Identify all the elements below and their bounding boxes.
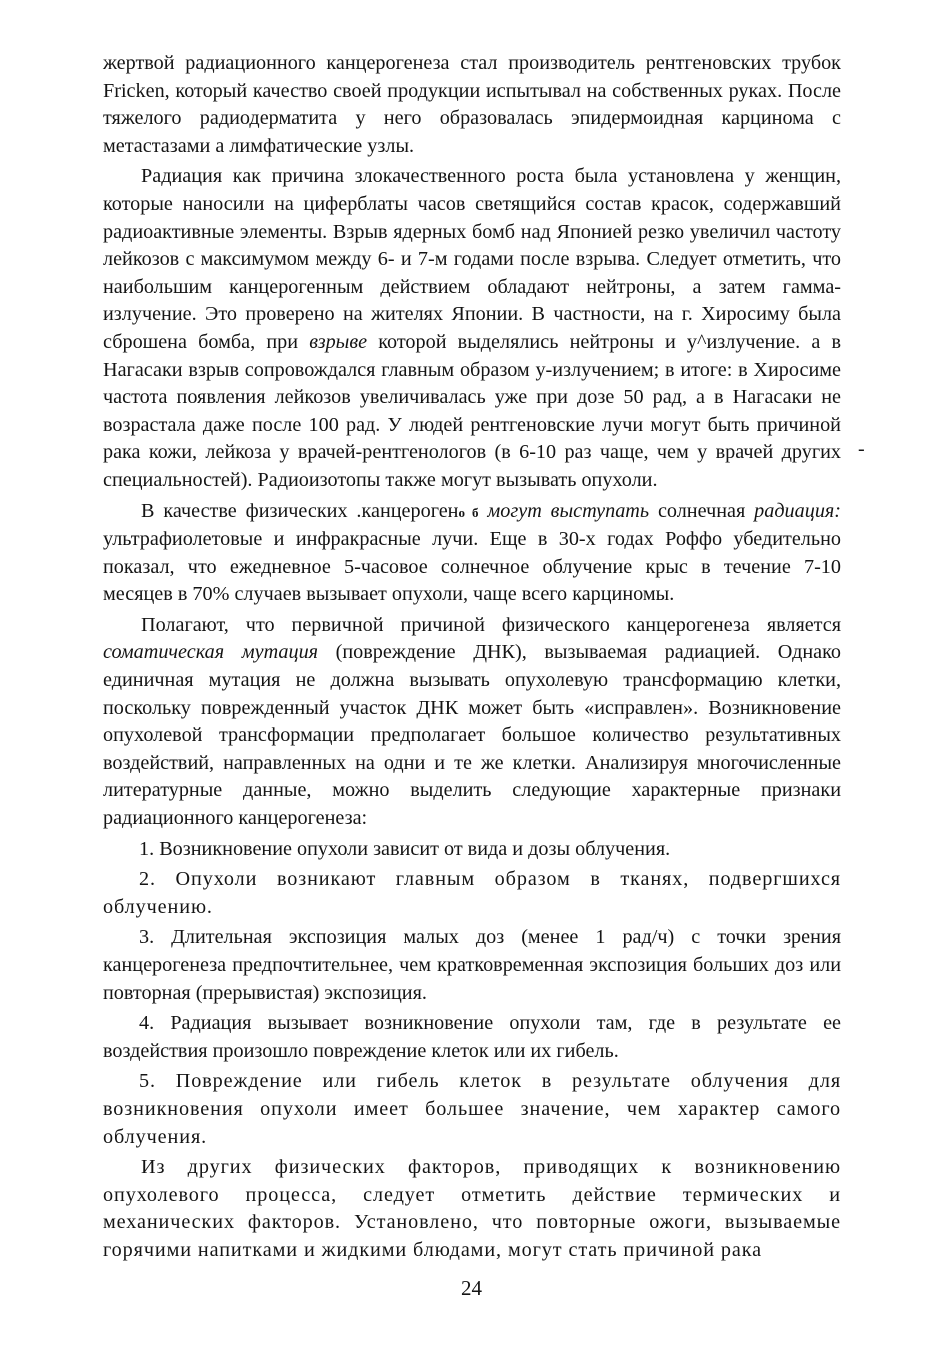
list-item-2: 2. Опухоли возникают главным образом в тканях, подвергшихся облучению. xyxy=(103,868,841,918)
page-number: 24 xyxy=(461,1276,482,1300)
paragraph-3-text-a: В качестве физических .канцероген xyxy=(141,499,459,522)
paragraph-3 xyxy=(103,498,841,609)
paragraph-2 xyxy=(103,163,841,494)
paragraph-4 xyxy=(103,612,841,833)
paragraph-4-text-a: Полагают, что первичной причиной физического канцерогенеза является xyxy=(141,613,841,636)
paragraph-3-italic-1: могут выступать xyxy=(478,499,650,522)
paragraph-3-small: о б xyxy=(458,504,479,520)
list-item-5: 5. Повреждение или гибель клеток в результате облучения для возникновения опухоли имеет большее значение, чем характер самого облучения. xyxy=(103,1070,841,1148)
paragraph-1: жертвой радиационного канцерогенеза стал производитель рентгеновских трубок Fricken, который качество своей продукции испытывал на собственных руках. После тяжелого радиодерматита у него образовалась эпидермоидная карцинома с метастазами а лимфатические узлы. xyxy=(103,52,841,157)
margin-mark: - xyxy=(858,438,865,460)
paragraph-3-text-c: ультрафиолетовые и инфракрасные лучи. Еще в 30-х годах Роффо убедительно показал, что ежедневное 5-часовое солнечное облучение крыс в течение 7-10 месяцев в 70% случаев вызывает опухоли, чаще всего карциномы. xyxy=(103,528,841,606)
paragraph-4-text-b: (повреждение ДНК), вызываемая радиацией. Однако единичная мутация не должна вызывать опухолевую трансформацию клетки, поскольку поврежденный участок ДНК может быть «исправлен». Возникновение опухолевой трансформации предполагает большое количество результативных воздействий, направленных на одни и те же клетки. Анализируя многочисленные литературные данные, можно выделить следующие характерные признаки радиационного канцерогенеза: xyxy=(103,641,841,830)
paragraph-2-text-b: которой выделялись нейтроны и у^излучение. а в Нагасаки взрыв сопровождался главным образом у-излучением; в итоге: в Хиросиме частота появления лейкозов увеличивалась уже при дозе 50 рад, а в Нагасаки не возрастала даже после 100 рад. У людей рентгеновские лучи могут быть причиной рака кожи, лейкоза у врачей-рентгенологов (в 6-10 раз чаще, чем у врачей других специальностей). Радиоизотопы также могут вызывать опухоли. xyxy=(103,330,841,491)
page-body xyxy=(103,50,841,1268)
paragraph-4-italic: соматическая мутация xyxy=(103,641,319,664)
paragraph-3-italic-2: радиация: xyxy=(754,499,842,522)
paragraph-2-italic: взрыве xyxy=(309,330,368,353)
list-item-4: 4. Радиация вызывает возникновение опухоли там, где в результате ее воздействия произошло повреждение клеток или их гибель. xyxy=(103,1012,841,1062)
list-item-1: 1. Возникновение опухоли зависит от вида и дозы облучения. xyxy=(139,837,671,860)
list-item-3: 3. Длительная экспозиция малых доз (менее 1 рад/ч) с точки зрения канцерогенеза предпочтительнее, чем кратковременная экспозиция больших доз или повторная (прерывистая) экспозиция. xyxy=(103,926,841,1004)
paragraph-3-text-b: солнечная xyxy=(649,499,755,522)
paragraph-5: Из других физических факторов, приводящих к возникновению опухолевого процесса, следует отметить действие термических и механических факторов. Установлено, что повторные ожоги, вызываемые горячими напитками и жидкими блюдами, могут стать причиной рака xyxy=(103,1156,841,1261)
paragraph-2-text-a: Радиация как причина злокачественного роста была установлена у женщин, которые наносили на циферблаты часов светящийся состав красок, содержавший радиоактивные элементы. Взрыв ядерных бомб над Японией резко увеличил частоту лейкозов с максимумом между 6- и 7-м годами после взрыва. Следует отметить, что наибольшим канцерогенным действием обладают нейтроны, а затем гамма-излучение. Это проверено на жителях Японии. В частности, на г. Хиросиму была сброшена бомба, при xyxy=(103,165,841,353)
